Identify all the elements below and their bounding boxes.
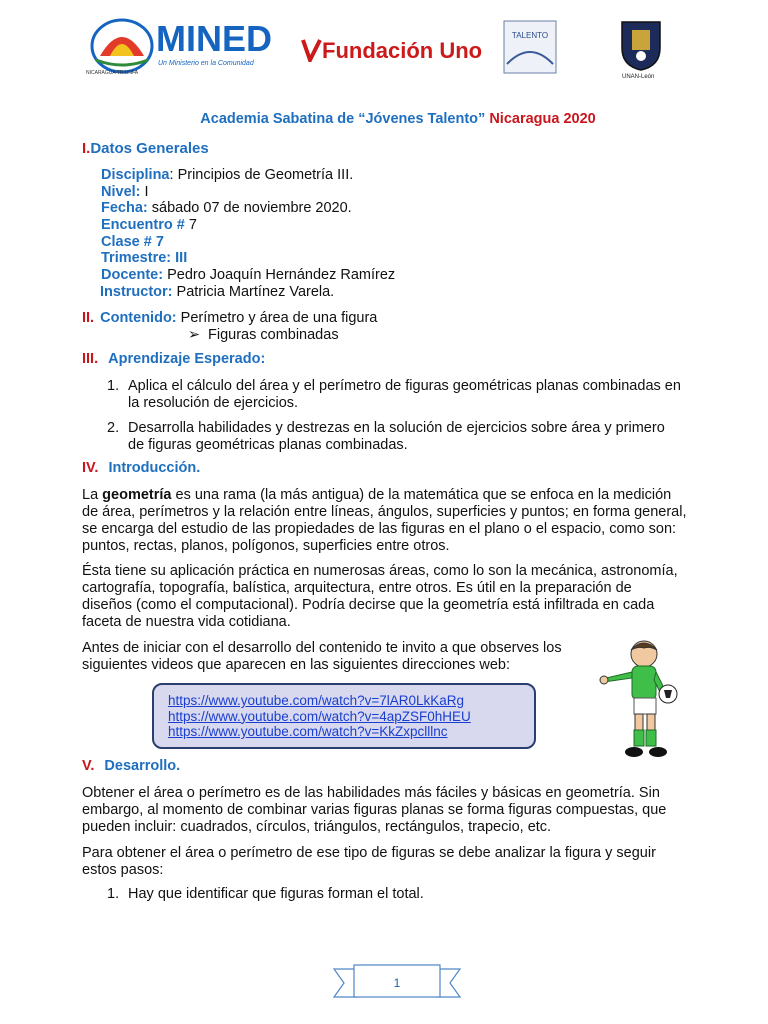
- field-docente: [101, 267, 716, 284]
- field-label: Nivel:: [101, 184, 141, 200]
- list-number: 1.: [107, 886, 120, 902]
- mined-emblem-icon: [86, 14, 156, 76]
- mined-wordmark: MINED: [156, 18, 272, 59]
- intro-p3-line-1: Antes de iniciar con el desarrollo del contenido te invito a que observes los: [82, 640, 562, 656]
- video-link-2[interactable]: https://www.youtube.com/watch?v=4apZSF0hHEU: [168, 708, 471, 724]
- section-3-number: III.: [82, 351, 99, 367]
- field-sep: :: [169, 167, 178, 183]
- section-5-heading: [82, 758, 716, 775]
- intro-p1-start: La: [82, 487, 103, 503]
- unan-shield-icon: [618, 18, 664, 72]
- bullet-text: Figuras combinadas: [208, 327, 339, 343]
- field-trimestre: [101, 250, 716, 267]
- mined-small-text: NICARAGUA TRIUNFA: [86, 70, 139, 76]
- unan-label: UNAN-León: [622, 74, 655, 80]
- title-country: Nicaragua 2020: [489, 111, 596, 127]
- objective-1-line-2: la resolución de ejercicios.: [128, 395, 299, 411]
- title-main: Academia Sabatina de “Jóvenes Talento”: [200, 111, 486, 127]
- field-value: I: [144, 184, 149, 200]
- field-instructor: [100, 284, 716, 301]
- field-nivel: [101, 184, 716, 201]
- dev-p1-line-1: Obtener el área o perímetro es de las habilidades más fáciles y básicas en geometría. Sin: [82, 785, 660, 801]
- intro-p3-line-2: siguientes videos que aparecen en las siguientes direcciones web:: [82, 657, 511, 673]
- fundacion-uno-logo: [300, 38, 482, 64]
- field-value: sábado 07 de noviembre 2020.: [151, 200, 352, 216]
- field-disciplina: [101, 167, 716, 184]
- intro-p1-line-4: puntos, rectas, planos, polígonos, superficies entre otros.: [82, 538, 450, 554]
- section-3-title: Aprendizaje Esperado:: [108, 351, 266, 367]
- section-5-title: Desarrollo.: [104, 758, 181, 774]
- video-link-1[interactable]: https://www.youtube.com/watch?v=7lAR0LkKaRg: [168, 693, 465, 708]
- intro-p2-line-3: diseños (como el computacional). Podría decirse que la geometría está infiltrada en cada: [82, 597, 655, 613]
- section-2-number: II.: [82, 310, 95, 326]
- dev-p2-line-2: estos pasos:: [82, 862, 164, 878]
- dev-p1-line-3: pueden incluir: cuadrados, círculos, triángulos, rectángulos, trapecio, etc.: [82, 819, 552, 835]
- field-value: Principios de Geometría III.: [177, 167, 354, 183]
- intro-p1-line-2: de área, perímetros y la relación entre líneas, ángulos, superficies y puntos; en forma general,: [82, 504, 687, 520]
- fundacion-uno-text: Fundación Uno: [322, 38, 483, 63]
- field-value: 7: [188, 217, 197, 233]
- field-encuentro: [101, 217, 716, 234]
- list-number: 1.: [107, 378, 120, 394]
- field-label: Clase # 7: [101, 234, 164, 250]
- dev-step-1: [107, 886, 716, 903]
- intro-p1-line-1: [82, 487, 716, 504]
- field-clase: [101, 234, 716, 251]
- arrow-bullet-icon: ➢: [188, 327, 201, 343]
- list-number: 2.: [107, 420, 120, 436]
- video-links-box: [152, 683, 536, 749]
- boy-cartoon-icon: [598, 638, 688, 762]
- boy-with-ball-illustration: [598, 638, 688, 762]
- talento-text: TALENTO: [511, 31, 549, 40]
- intro-p2-line-2: cartografía, topografía, balística, arquitectura, entre otros. Es útil en la preparación de: [82, 580, 632, 596]
- field-label: Docente:: [101, 267, 164, 283]
- intro-p2-line-4: faceta de nuestra vida cotidiana.: [82, 614, 291, 630]
- field-label: Fecha:: [101, 200, 148, 216]
- intro-p1-bold: geometría: [102, 487, 172, 503]
- unan-leon-logo: [618, 18, 664, 80]
- field-value: Pedro Joaquín Hernández Ramírez: [167, 267, 396, 283]
- intro-p1-line-3: se encarga del estudio de las propiedades de las figuras en el plano o el espacio, como son:: [82, 521, 677, 537]
- section-4-heading: [82, 460, 716, 477]
- objective-1-line-1: Aplica el cálculo del área y el perímetro de figuras geométricas planas combinadas en: [128, 378, 681, 394]
- section-2-heading: [82, 310, 716, 327]
- section-2-value: Perímetro y área de una figura: [180, 310, 378, 326]
- section-1-title: Datos Generales: [90, 140, 209, 157]
- section-1-number: I.: [82, 140, 91, 157]
- field-fecha: [101, 200, 716, 217]
- field-label: Instructor:: [100, 284, 173, 300]
- section-5-number: V.: [82, 758, 95, 774]
- section-3-heading: [82, 351, 716, 368]
- talento-emblem-icon: [503, 20, 557, 74]
- objective-2-line-2: de figuras geométricas planas combinadas.: [128, 437, 408, 453]
- talento-logo: [503, 20, 557, 74]
- fundacion-uno-emblem-icon: [300, 38, 322, 62]
- field-label: Trimestre: III: [101, 250, 188, 266]
- field-label: Encuentro #: [101, 217, 185, 233]
- video-link-3[interactable]: https://www.youtube.com/watch?v=KkZxpclllnc: [168, 724, 448, 739]
- page-number: 1: [393, 976, 401, 990]
- intro-p2-line-1: Ésta tiene su aplicación práctica en numerosas áreas, como lo son la mecánica, astronomía,: [82, 563, 678, 579]
- dev-p1-line-2: embargo, al momento de combinar varias figuras planas se forma figuras compuestas, que: [82, 802, 667, 818]
- mined-tagline: Un Ministerio en la Comunidad: [158, 60, 254, 67]
- field-value: Patricia Martínez Varela.: [176, 284, 335, 300]
- mined-logo: [86, 14, 272, 76]
- objective-1: [107, 378, 716, 395]
- field-label: Disciplina: [101, 167, 170, 183]
- dev-p2-line-1: Para obtener el área o perímetro de ese tipo de figuras se debe analizar la figura y seguir: [82, 845, 656, 861]
- page-title: [0, 111, 768, 127]
- section-4-number: IV.: [82, 460, 99, 476]
- page-number-ribbon: [332, 963, 462, 1003]
- intro-p1-rest: es una rama (la más antigua) de la matemática que se enfoca en la medición: [171, 487, 672, 503]
- section-2-title: Contenido:: [100, 310, 177, 326]
- section-1-heading: [82, 140, 716, 157]
- objective-2-line-1: Desarrolla habilidades y destrezas en la solución de ejercicios sobre área y primero: [128, 420, 665, 436]
- objective-2: [107, 420, 716, 437]
- dev-step-1-text: Hay que identificar que figuras forman el total.: [128, 886, 424, 902]
- section-4-title: Introducción.: [108, 460, 201, 476]
- section-2-bullet: [188, 327, 716, 344]
